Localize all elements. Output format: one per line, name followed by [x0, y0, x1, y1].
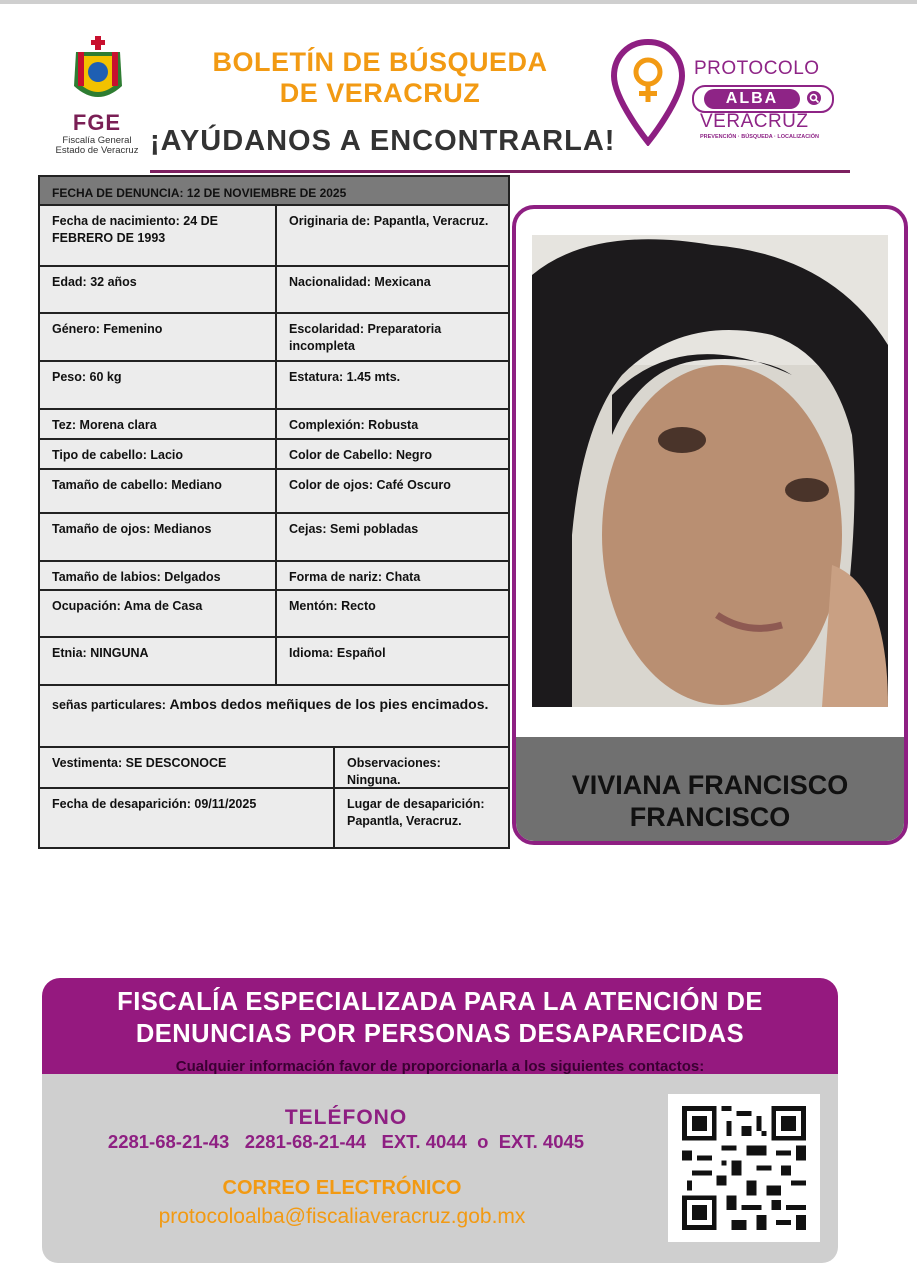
age: Edad: 32 años: [52, 275, 137, 289]
schooling: Escolaridad: Preparatoria incompleta: [275, 314, 508, 360]
lips: Tamaño de labios: Delgados: [52, 570, 221, 584]
table-row: [40, 440, 508, 470]
bulletin-title: [160, 47, 600, 109]
person-name-line1: VIVIANA FRANCISCO: [571, 770, 849, 800]
build: Complexión: Robusta: [275, 410, 508, 438]
phone-label: TELÉFONO: [284, 1106, 408, 1129]
agency-name-line1: FISCALÍA ESPECIALIZADA PARA LA ATENCIÓN DE: [117, 988, 763, 1016]
disappearance-place: Lugar de desaparición: Papantla, Veracruz.: [333, 789, 508, 847]
fge-subtitle: [48, 136, 146, 156]
alba-pill: [692, 85, 834, 113]
missing-person-photo: [532, 235, 888, 707]
agency-banner: [42, 978, 838, 1074]
marks-value: Ambos dedos meñiques de los pies encimados.: [169, 696, 489, 712]
skin-tone: Tez: Morena clara: [52, 418, 157, 432]
table-row: [40, 562, 508, 591]
nose: Forma de nariz: Chata: [275, 562, 508, 589]
hair-length: Tamaño de cabello: Mediano: [52, 478, 222, 492]
disappearance-date: Fecha de desaparición: 09/11/2025: [52, 797, 257, 811]
email-link[interactable]: protocoloalba@fiscaliaveracruz.gob.mx: [158, 1205, 526, 1228]
agency-name-line2: DENUNCIAS POR PERSONAS DESAPARECIDAS: [135, 1020, 745, 1048]
occupation: Ocupación: Ama de Casa: [52, 599, 203, 613]
table-row: [40, 267, 508, 314]
protocol-tagline: PREVENCIÓN · BÚSQUEDA · LOCALIZACIÓN: [700, 134, 819, 140]
chin: Mentón: Recto: [275, 591, 508, 636]
call-to-action: ¡AYÚDANOS A ENCONTRARLA!: [150, 125, 616, 157]
magnifier-icon: [806, 90, 824, 108]
eyebrows: Cejas: Semi pobladas: [275, 514, 508, 560]
table-row: [40, 591, 508, 638]
header-divider: [150, 170, 850, 173]
table-header-row: [40, 177, 508, 206]
gender: Género: Femenino: [52, 322, 163, 336]
weight: Peso: 60 kg: [52, 370, 122, 384]
ethnicity: Etnia: NINGUNA: [52, 646, 149, 660]
veracruz-seal-icon: [70, 36, 126, 110]
birth-date: Fecha de nacimiento: 24 DE FEBRERO DE 1993: [52, 214, 219, 245]
table-row: [40, 789, 508, 847]
clothing: Vestimenta: SE DESCONOCE: [52, 756, 227, 770]
email-label: CORREO ELECTRÓNICO: [222, 1177, 462, 1199]
height: Estatura: 1.45 mts.: [275, 362, 508, 408]
language: Idioma: Español: [275, 638, 508, 684]
name-band: [516, 737, 904, 841]
info-request: Cualquier información favor de proporcionarla a los siguientes contactos:: [175, 1058, 705, 1075]
fge-logo: [48, 36, 146, 160]
table-row: [40, 686, 508, 748]
table-row: [40, 410, 508, 440]
person-data-table: [38, 175, 510, 849]
observations: Observaciones: Ninguna.: [333, 748, 508, 787]
hair-type: Tipo de cabello: Lacio: [52, 448, 184, 462]
table-row: [40, 748, 508, 789]
qr-code[interactable]: [668, 1094, 820, 1242]
map-pin-female-icon: [610, 38, 686, 146]
fge-acronym: FGE: [72, 110, 122, 135]
table-row: [40, 362, 508, 410]
eye-size: Tamaño de ojos: Medianos: [52, 522, 212, 536]
person-name-line2: FRANCISCO: [629, 802, 791, 832]
table-row: [40, 638, 508, 686]
fge-subtitle-line2: Estado de Veracruz: [55, 145, 139, 156]
bulletin-title-line1: BOLETÍN DE BÚSQUEDA: [212, 47, 548, 77]
hair-color: Color de Cabello: Negro: [275, 440, 508, 468]
table-row: [40, 206, 508, 267]
bulletin-title-line2: DE VERACRUZ: [279, 78, 481, 108]
top-border: [0, 0, 917, 4]
phone-numbers[interactable]: 2281-68-21-43 2281-68-21-44 EXT. 4044 o EXT. 4045: [107, 1131, 585, 1152]
person-name: [516, 769, 904, 833]
protocolo-alba-logo: [610, 38, 850, 148]
table-row: [40, 470, 508, 514]
complaint-date: FECHA DE DENUNCIA: 12 DE NOVIEMBRE DE 2025: [52, 186, 347, 200]
agency-name: [42, 986, 838, 1050]
origin: Originaria de: Papantla, Veracruz.: [275, 206, 508, 265]
marks-label: señas particulares:: [52, 698, 166, 712]
qr-code-icon: [682, 1106, 806, 1230]
fge-subtitle-line1: Fiscalía General: [62, 135, 132, 146]
table-row: [40, 314, 508, 362]
nationality: Nacionalidad: Mexicana: [275, 267, 508, 312]
protocol-state: VERACRUZ: [700, 111, 809, 132]
alba-label: ALBA: [704, 89, 800, 109]
eye-color: Color de ojos: Café Oscuro: [275, 470, 508, 512]
protocol-word: PROTOCOLO: [694, 58, 820, 79]
photo-panel: [512, 205, 908, 845]
table-row: [40, 514, 508, 562]
distinguishing-marks: [40, 686, 508, 746]
